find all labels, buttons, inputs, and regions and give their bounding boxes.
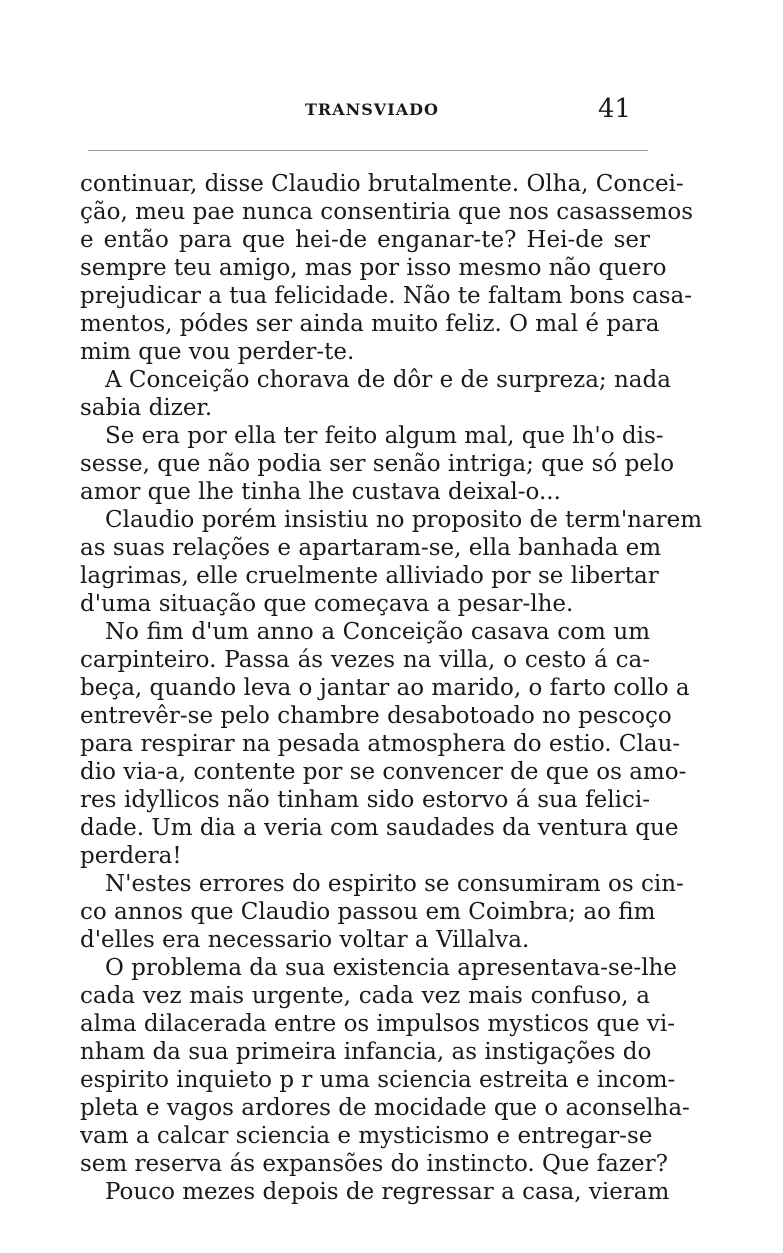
text-line: mim que vou perder-te. [80, 339, 355, 365]
header-rule [88, 150, 648, 151]
text-line: Pouco mezes depois de regressar a casa, vieram [105, 1179, 670, 1205]
text-line: para respirar na pesada atmosphera do estio. Clau- [80, 731, 681, 757]
text-line: e então para que hei-de enganar-te? Hei-de ser [80, 227, 650, 253]
text-line: pleta e vagos ardores de mocidade que o aconselha- [80, 1095, 690, 1121]
text-line: Claudio porém insistiu no proposito de term'narem [105, 507, 703, 533]
text-line: beça, quando leva o jantar ao marido, o farto collo a [80, 675, 690, 701]
text-line: perdera! [80, 843, 182, 869]
text-line: res idyllicos não tinham sido estorvo á sua felici- [80, 787, 650, 813]
text-line: nham da sua primeira infancia, as instigações do [80, 1039, 652, 1065]
text-line: entrevêr-se pelo chambre desabotoado no pescoço [80, 703, 672, 729]
text-line: Se era por ella ter feito algum mal, que lh'o dis- [105, 423, 664, 449]
body-text [80, 170, 703, 1206]
text-line: lagrimas, elle cruelmente alliviado por se libertar [80, 563, 659, 589]
text-line: O problema da sua existencia apresentava-se-lhe [105, 955, 677, 981]
text-line: sabia dizer. [80, 395, 213, 421]
text-line: A Conceição chorava de dôr e de surpreza; nada [105, 367, 671, 393]
text-line: vam a calcar sciencia e mysticismo e entregar-se [80, 1123, 653, 1149]
page-number: 41 [598, 94, 632, 124]
text-line: co annos que Claudio passou em Coimbra; ao fim [80, 899, 656, 925]
text-line: ção, meu pae nunca consentiria que nos casassemos [80, 199, 694, 225]
text-line: d'elles era necessario voltar a Villalva. [80, 927, 530, 953]
text-line: espirito inquieto p r uma sciencia estreita e incom- [80, 1067, 676, 1093]
text-line: sesse, que não podia ser senão intriga; que só pelo [80, 451, 675, 477]
text-line: sem reserva ás expansões do instincto. Que fazer? [80, 1151, 668, 1177]
text-line: d'uma situação que começava a pesar-lhe. [80, 591, 574, 617]
text-line: as suas relações e apartaram-se, ella banhada em [80, 535, 662, 561]
text-line: cada vez mais urgente, cada vez mais confuso, a [80, 983, 650, 1009]
text-line: sempre teu amigo, mas por isso mesmo não quero [80, 255, 667, 281]
text-line: dio via-a, contente por se convencer de que os amo- [80, 759, 687, 785]
running-title: TRANSVIADO [305, 100, 439, 119]
text-line: N'estes errores do espirito se consumiram os cin- [105, 871, 684, 897]
text-line: prejudicar a tua felicidade. Não te faltam bons casa- [80, 283, 693, 309]
text-line: amor que lhe tinha lhe custava deixal-o... [80, 479, 561, 505]
text-line: mentos, pódes ser ainda muito feliz. O mal é para [80, 311, 660, 337]
text-line: No fim d'um anno a Conceição casava com um [105, 619, 650, 645]
text-line: dade. Um dia a veria com saudades da ventura que [80, 815, 679, 841]
text-line: alma dilacerada entre os impulsos mysticos que vi- [80, 1011, 675, 1037]
text-line: continuar, disse Claudio brutalmente. Olha, Concei- [80, 171, 684, 197]
text-line: carpinteiro. Passa ás vezes na villa, o cesto á ca- [80, 647, 650, 673]
